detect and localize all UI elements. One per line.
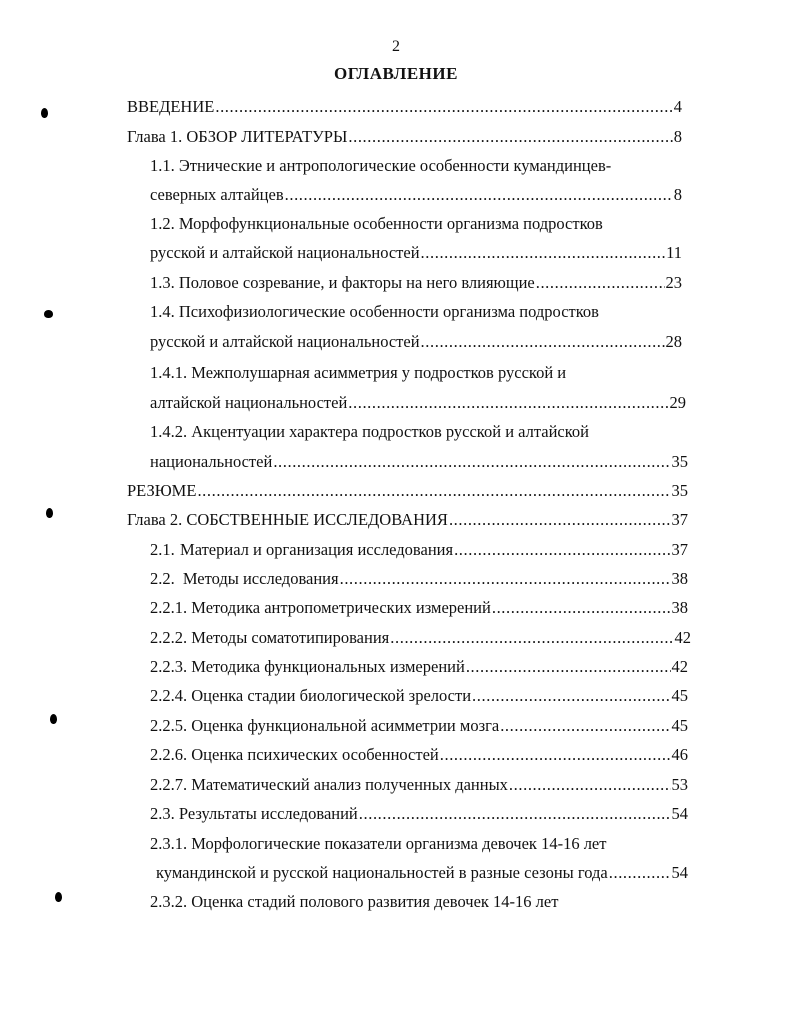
toc-entry-title: Глава 2. СОБСТВЕННЫЕ ИССЛЕДОВАНИЯ — [127, 510, 448, 529]
toc-leader — [340, 569, 671, 589]
toc-entry-page: 46 — [671, 745, 688, 764]
toc-entry-1-4-2-line-1[interactable]: 1.4.2. Акцентуации характера подростков русской и алтайской — [150, 422, 589, 441]
toc-entry-1-4-line-1[interactable]: 1.4. Психофизиологические особенности организма подростков — [150, 302, 599, 321]
toc-entry-number: 2.1. — [150, 540, 175, 559]
toc-entry-2-2[interactable] — [150, 569, 688, 589]
toc-entry-2-2-3[interactable] — [150, 657, 688, 677]
toc-entry-1-4-1-line-1[interactable]: 1.4.1. Межполушарная асимметрия у подростков русской и — [150, 363, 567, 382]
toc-entry-title: русской и алтайской национальностей — [150, 332, 420, 351]
toc-leader — [509, 775, 671, 795]
toc-entry-page: 45 — [671, 686, 688, 705]
toc-entry-page: 29 — [669, 393, 686, 412]
toc-entry-title: 2.2.7. Математический анализ полученных данных — [150, 775, 508, 794]
toc-leader — [359, 804, 671, 824]
toc-entry-title: северных алтайцев — [150, 185, 284, 204]
toc-entry-2-1[interactable] — [150, 540, 688, 560]
margin-mark — [44, 310, 53, 318]
toc-entry-page: 38 — [671, 598, 688, 617]
toc-entry-2-2-4[interactable] — [150, 686, 688, 706]
toc-entry-title: 2.2.1. Методика антропометрических измерений — [150, 598, 491, 617]
toc-entry-2-3-1-line-1[interactable]: 2.3.1. Морфологические показатели организма девочек 14-16 лет — [150, 834, 607, 853]
toc-entry-2-2-2[interactable] — [150, 628, 691, 648]
toc-leader — [472, 686, 670, 706]
toc-entry-title: ВВЕДЕНИЕ — [127, 97, 215, 116]
toc-leader — [421, 243, 666, 263]
toc-leader — [348, 127, 668, 147]
toc-entry-page: 37 — [671, 540, 688, 559]
toc-entry-1-3[interactable] — [150, 273, 682, 293]
margin-mark — [41, 108, 48, 118]
margin-mark — [46, 508, 53, 518]
toc-entry-title: 2.2.5. Оценка функциональной асимметрии мозга — [150, 716, 500, 735]
toc-leader — [492, 598, 671, 618]
toc-entry-title: 1.3. Половое созревание, и факторы на него влияющие — [150, 273, 535, 292]
toc-entry-page: 42 — [671, 657, 688, 676]
toc-entry-2-2-1[interactable] — [150, 598, 688, 618]
page-number: 2 — [392, 38, 400, 55]
toc-entry-page: 28 — [665, 332, 682, 351]
toc-entry-title: алтайской национальностей — [150, 393, 348, 412]
toc-entry-page: 54 — [671, 863, 688, 882]
toc-entry-title: Материал и организация исследования — [180, 540, 454, 559]
toc-leader — [348, 393, 668, 413]
toc-entry-2-2-7[interactable] — [150, 775, 688, 795]
toc-entry-page: 35 — [671, 481, 688, 500]
toc-entry-1-2-line-1[interactable]: 1.2. Морфофункциональные особенности организма подростков — [150, 214, 603, 233]
toc-entry-chapter-2[interactable] — [127, 510, 688, 530]
page-title: ОГЛАВЛЕНИЕ — [334, 64, 458, 83]
margin-mark — [50, 714, 57, 724]
toc-leader — [466, 657, 671, 677]
toc-entry-2-3[interactable] — [150, 804, 688, 824]
toc-entry-summary[interactable] — [127, 481, 688, 501]
toc-leader — [454, 540, 670, 560]
toc-entry-page: 53 — [671, 775, 688, 794]
toc-leader — [500, 716, 670, 736]
toc-leader — [197, 481, 670, 501]
toc-entry-page: 37 — [671, 510, 688, 529]
toc-entry-number: 2.2. — [150, 569, 175, 588]
toc-entry-title: 2.3. Результаты исследований — [150, 804, 358, 823]
toc-entry-1-2[interactable] — [150, 243, 682, 263]
toc-entry-title: 2.2.4. Оценка стадии биологической зрелости — [150, 686, 472, 705]
toc-entry-2-2-5[interactable] — [150, 716, 688, 736]
toc-entry-page: .8 — [669, 127, 682, 146]
toc-entry-1-4[interactable] — [150, 332, 682, 352]
toc-entry-1-1[interactable] — [150, 185, 682, 205]
toc-leader — [390, 628, 673, 648]
toc-leader — [421, 332, 665, 352]
toc-leader — [215, 97, 672, 117]
toc-entry-2-2-6[interactable] — [150, 745, 688, 765]
toc-entry-title: кумандинской и русской национальностей в разные сезоны года — [156, 863, 608, 882]
toc-entry-title: Методы исследования — [182, 569, 339, 588]
toc-entry-title: Глава 1. ОБЗОР ЛИТЕРАТУРЫ — [127, 127, 348, 146]
toc-entry-page: 45 — [671, 716, 688, 735]
toc-entry-1-1-line-1[interactable]: 1.1. Этнические и антропологические особенности кумандинцев- — [150, 156, 612, 175]
toc-entry-title: РЕЗЮМЕ — [127, 481, 197, 500]
toc-entry-page: 4 — [673, 97, 682, 116]
toc-entry-page: 8 — [673, 185, 682, 204]
toc-entry-2-3-2-line-1[interactable]: 2.3.2. Оценка стадий полового развития девочек 14-16 лет — [150, 892, 559, 911]
toc-entry-1-4-2[interactable] — [150, 452, 688, 472]
toc-leader — [440, 745, 671, 765]
toc-entry-title: национальностей — [150, 452, 273, 471]
toc-entry-2-3-1[interactable] — [156, 863, 688, 883]
toc-leader — [273, 452, 670, 472]
toc-entry-page: 11 — [666, 243, 682, 262]
toc-entry-title: 2.2.6. Оценка психических особенностей — [150, 745, 439, 764]
toc-entry-page: 42 — [674, 628, 691, 647]
toc-entry-page: 38 — [671, 569, 688, 588]
toc-entry-chapter-1[interactable] — [127, 127, 682, 147]
toc-entry-title: русской и алтайской национальностей — [150, 243, 420, 262]
toc-leader — [609, 863, 671, 883]
margin-mark — [55, 892, 62, 902]
toc-entry-introduction[interactable] — [127, 97, 682, 117]
toc-entry-1-4-1[interactable] — [150, 393, 686, 413]
toc-entry-title: 2.2.2. Методы соматотипирования — [150, 628, 390, 647]
toc-leader — [285, 185, 673, 205]
toc-entry-page: 23 — [665, 273, 682, 292]
toc-leader — [536, 273, 665, 293]
toc-entry-page: 54 — [671, 804, 688, 823]
toc-leader — [449, 510, 671, 530]
toc-entry-page: 35 — [671, 452, 688, 471]
toc-entry-title: 2.2.3. Методика функциональных измерений — [150, 657, 465, 676]
